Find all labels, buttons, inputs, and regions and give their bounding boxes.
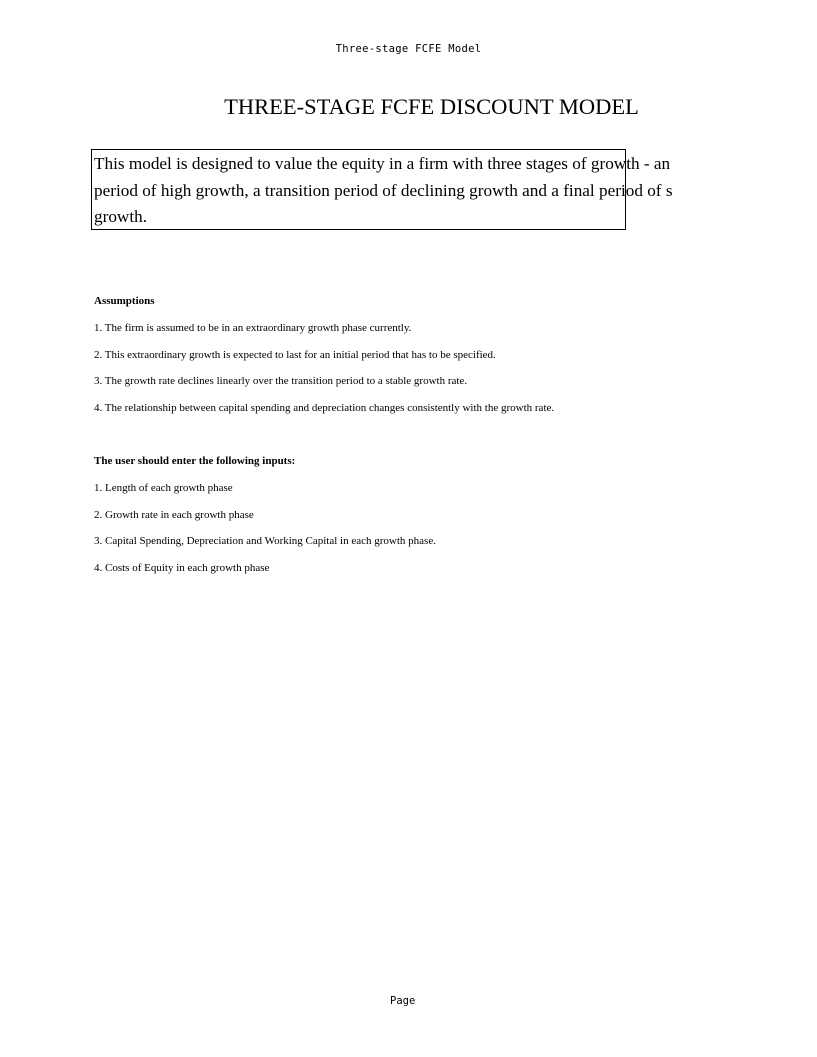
input-item: 3. Capital Spending, Depreciation and Working Capital in each growth phase. <box>94 535 436 548</box>
input-item: 2. Growth rate in each growth phase <box>94 508 254 521</box>
assumptions-heading: Assumptions <box>94 295 155 307</box>
intro-line: growth. <box>94 207 147 226</box>
inputs-heading: The user should enter the following inputs: <box>94 455 296 467</box>
assumption-item: 4. The relationship between capital spending and depreciation changes consistently with the growth rate. <box>94 402 555 415</box>
input-item: 4. Costs of Equity in each growth phase <box>94 562 270 575</box>
intro-paragraph <box>94 151 817 231</box>
assumption-item: 2. This extraordinary growth is expected to last for an initial period that has to be specified. <box>94 348 496 361</box>
intro-line: period of high growth, a transition period of declining growth and a final period of s <box>94 180 673 200</box>
inputs-list <box>94 481 436 588</box>
intro-line: This model is designed to value the equity in a firm with three stages of growth - an <box>94 154 671 173</box>
page-footer: Page <box>390 995 416 1007</box>
assumption-item: 3. The growth rate declines linearly over the transition period to a stable growth rate. <box>94 375 468 388</box>
running-header: Three-stage FCFE Model <box>335 43 482 55</box>
document-title: THREE-STAGE FCFE DISCOUNT MODEL <box>224 94 639 119</box>
assumptions-section <box>94 294 554 428</box>
inputs-section <box>94 454 436 588</box>
assumption-item: 1. The firm is assumed to be in an extraordinary growth phase currently. <box>94 322 412 334</box>
assumptions-list <box>94 321 554 428</box>
input-item: 1. Length of each growth phase <box>94 482 233 494</box>
